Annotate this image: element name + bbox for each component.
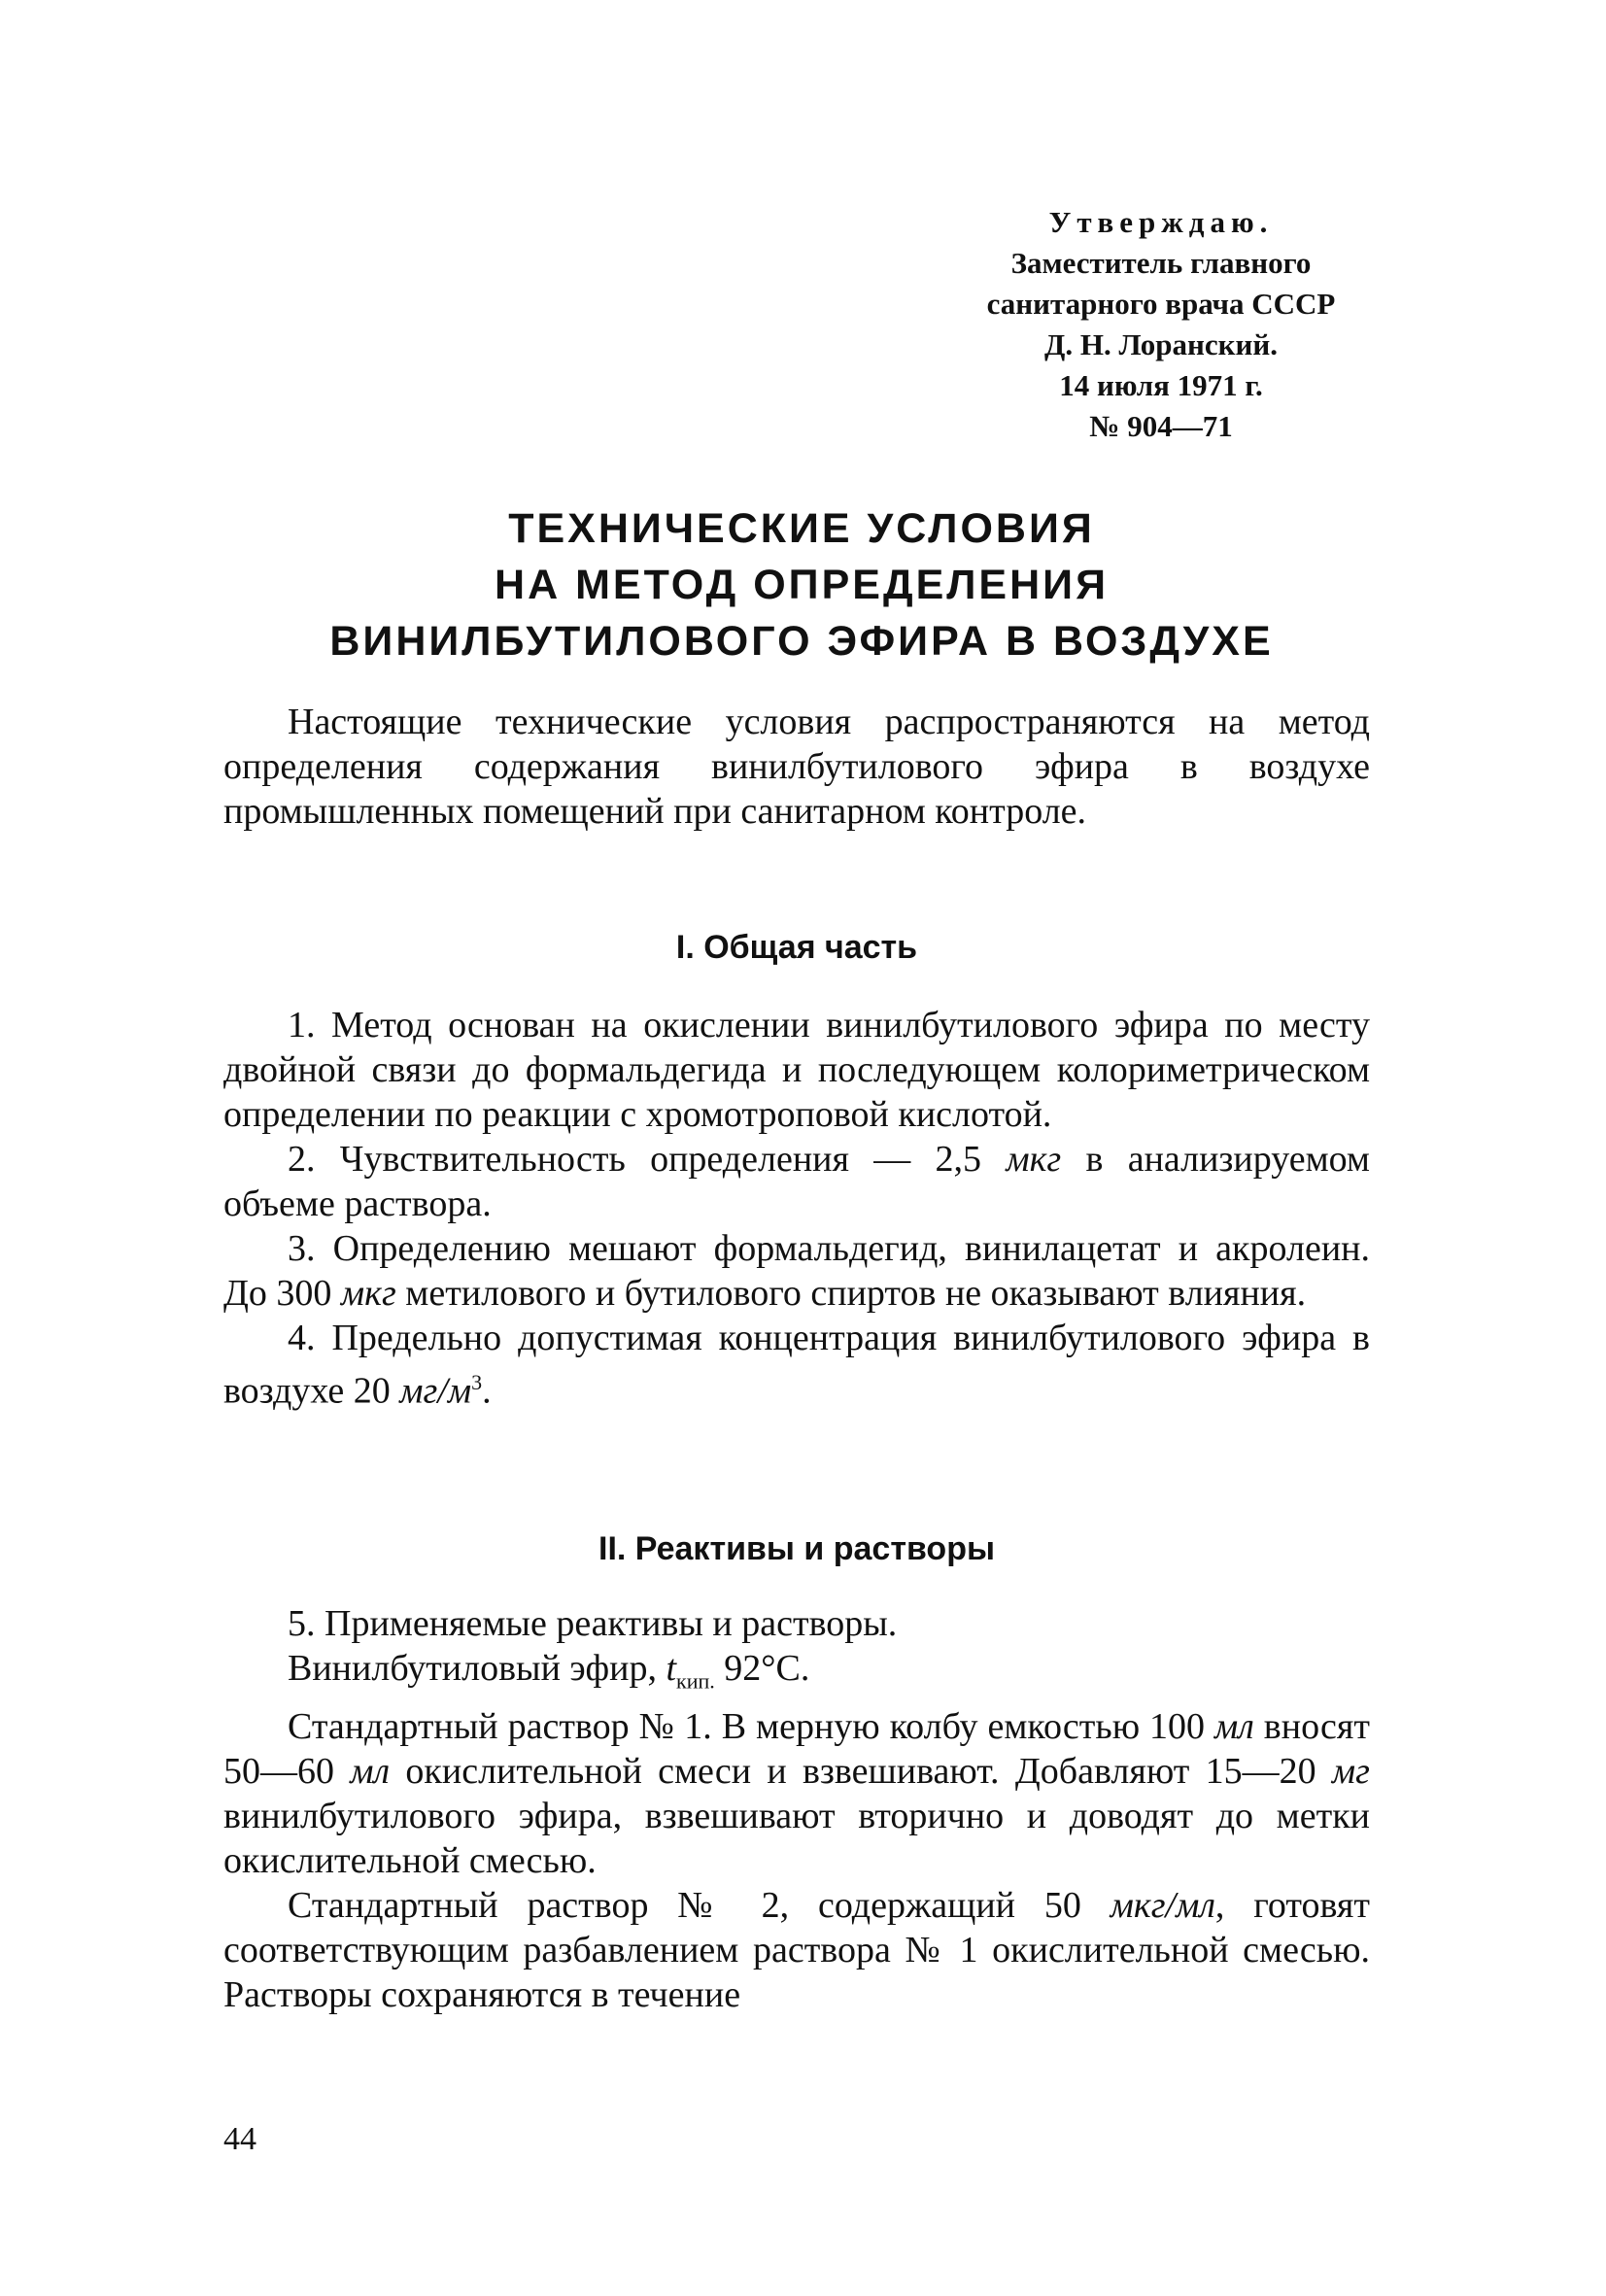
title-line-2: НА МЕТОД ОПРЕДЕЛЕНИЯ xyxy=(495,562,1109,608)
paragraph-3: 3. Определению мешают формальдегид, винилацетат и акролеин. До 300 мкг метилового и бутилового спиртов не оказывают влияния. xyxy=(223,1228,1370,1314)
approval-number: № 904—71 xyxy=(1089,409,1233,443)
paragraph-6: Винилбутиловый эфир, $t_{кип.}$ 92°С. xyxy=(288,1648,810,1694)
approval-signatory: Д. Н. Лоранский. xyxy=(1044,327,1278,361)
intro-paragraph: Настоящие технические условия распространяются на метод определения содержания винилбутилового эфира в воздухе промышленных помещений при санитарном контроле. xyxy=(223,702,1370,832)
section-heading-general: I. Общая часть xyxy=(675,929,918,966)
title-line-3: ВИНИЛБУТИЛОВОГО ЭФИРА В ВОЗДУХЕ xyxy=(329,618,1274,665)
paragraph-1: 1. Метод основан на окислении винилбутилового эфира по месту двойной связи до формальдегида и последующем колориметрическом определении по реакции с хромотроповой кислотой. xyxy=(223,1005,1370,1135)
paragraph-2: 2. Чувствительность определения — 2,5 мкг в анализируемом объеме раствора. xyxy=(223,1139,1370,1224)
approval-word: Утверждаю. xyxy=(1048,205,1274,239)
paragraph-4: 4. Предельно допустимая концентрация винилбутилового эфира в воздухе 20 $мг/м^3$. xyxy=(223,1318,1370,1412)
section-heading-reagents: II. Реактивы и растворы xyxy=(598,1530,995,1567)
section-general-body xyxy=(223,1003,1370,1414)
paragraph-5: 5. Применяемые реактивы и растворы. xyxy=(288,1603,898,1644)
approval-block xyxy=(933,202,1389,447)
paragraph-8: Стандартный раствор № 2, содержащий 50 мкг/мл, готовят соответствующим разбавлением раствора № 1 окислительной смесью. Растворы сохраняются в течение xyxy=(223,1884,1370,2015)
paragraph-7: Стандартный раствор № 1. В мерную колбу емкостью 100 мл вносят 50—60 мл окислительной смеси и взвешивают. Добавляют 15—20 мг винилбутилового эфира, взвешивают вторично и доводят до метки окислительной смесью. xyxy=(223,1705,1370,1881)
approval-position-line2: санитарного врача СССР xyxy=(986,287,1336,321)
document-title xyxy=(194,500,1409,669)
intro-section xyxy=(223,700,1370,834)
approval-position-line1: Заместитель главного xyxy=(1010,246,1312,280)
approval-date: 14 июля 1971 г. xyxy=(1059,368,1263,402)
title-line-1: ТЕХНИЧЕСКИЕ УСЛОВИЯ xyxy=(508,505,1095,552)
section-reagents-body xyxy=(223,1601,1370,2017)
page-number: 44 xyxy=(223,2121,256,2157)
